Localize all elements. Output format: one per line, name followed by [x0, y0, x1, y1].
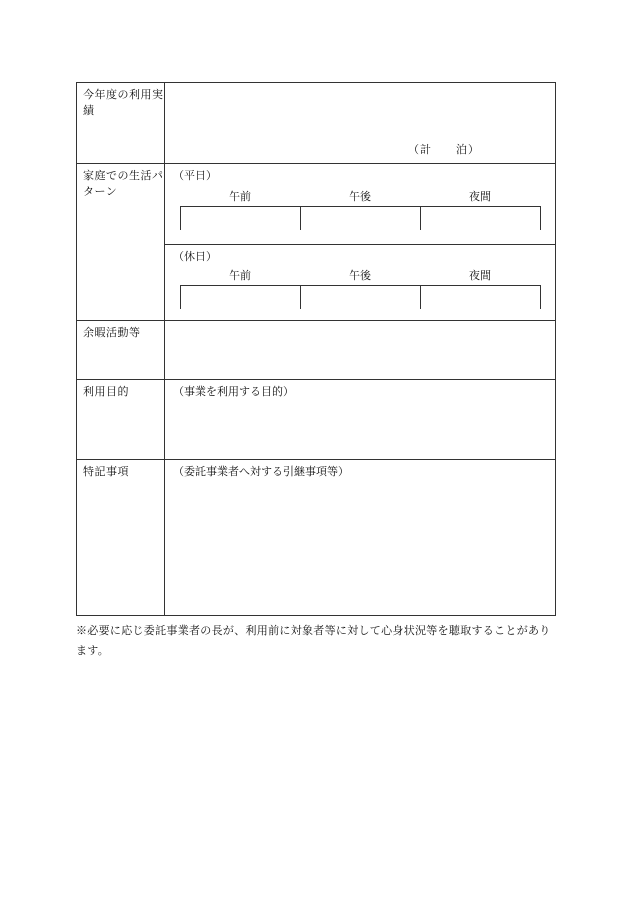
purpose-label: 利用目的 — [77, 380, 165, 460]
application-form-table — [76, 82, 556, 616]
purpose-note: （事業を利用する目的） — [173, 385, 294, 398]
daily-pattern-field — [165, 164, 555, 321]
weekday-morning-label: 午前 — [229, 190, 251, 203]
leisure-row — [77, 320, 555, 380]
holiday-morning-label: 午前 — [229, 269, 251, 282]
holiday-night-label: 夜間 — [469, 269, 491, 282]
leisure-field[interactable] — [165, 321, 555, 380]
special-notes-field[interactable] — [165, 460, 555, 616]
leisure-label: 余暇活動等 — [77, 321, 165, 380]
holiday-section — [165, 244, 555, 322]
holiday-label: （休日） — [173, 250, 217, 263]
usage-record-field[interactable] — [165, 83, 555, 163]
daily-pattern-row — [77, 163, 555, 321]
holiday-timeline[interactable] — [180, 269, 541, 309]
weekday-label: （平日） — [173, 169, 217, 182]
special-notes-note: （委託事業者へ対する引継事項等） — [173, 465, 349, 478]
daily-pattern-label: 家庭での生活パターン — [77, 164, 165, 321]
purpose-field[interactable] — [165, 380, 555, 460]
special-notes-row — [77, 459, 555, 616]
usage-record-row — [77, 83, 555, 163]
special-notes-label: 特記事項 — [77, 460, 165, 616]
weekday-night-label: 夜間 — [469, 190, 491, 203]
usage-total-nights: （計 泊） — [408, 143, 480, 156]
weekday-timeline[interactable] — [180, 190, 541, 230]
usage-record-label: 今年度の利用実績 — [77, 83, 165, 163]
weekday-section — [165, 164, 555, 244]
weekday-afternoon-label: 午後 — [349, 190, 371, 203]
footnote: ※必要に応じ委託事業者の長が、利用前に対象者等に対して心身状況等を聴取することがあります。 — [76, 624, 551, 657]
purpose-row — [77, 379, 555, 460]
holiday-afternoon-label: 午後 — [349, 269, 371, 282]
